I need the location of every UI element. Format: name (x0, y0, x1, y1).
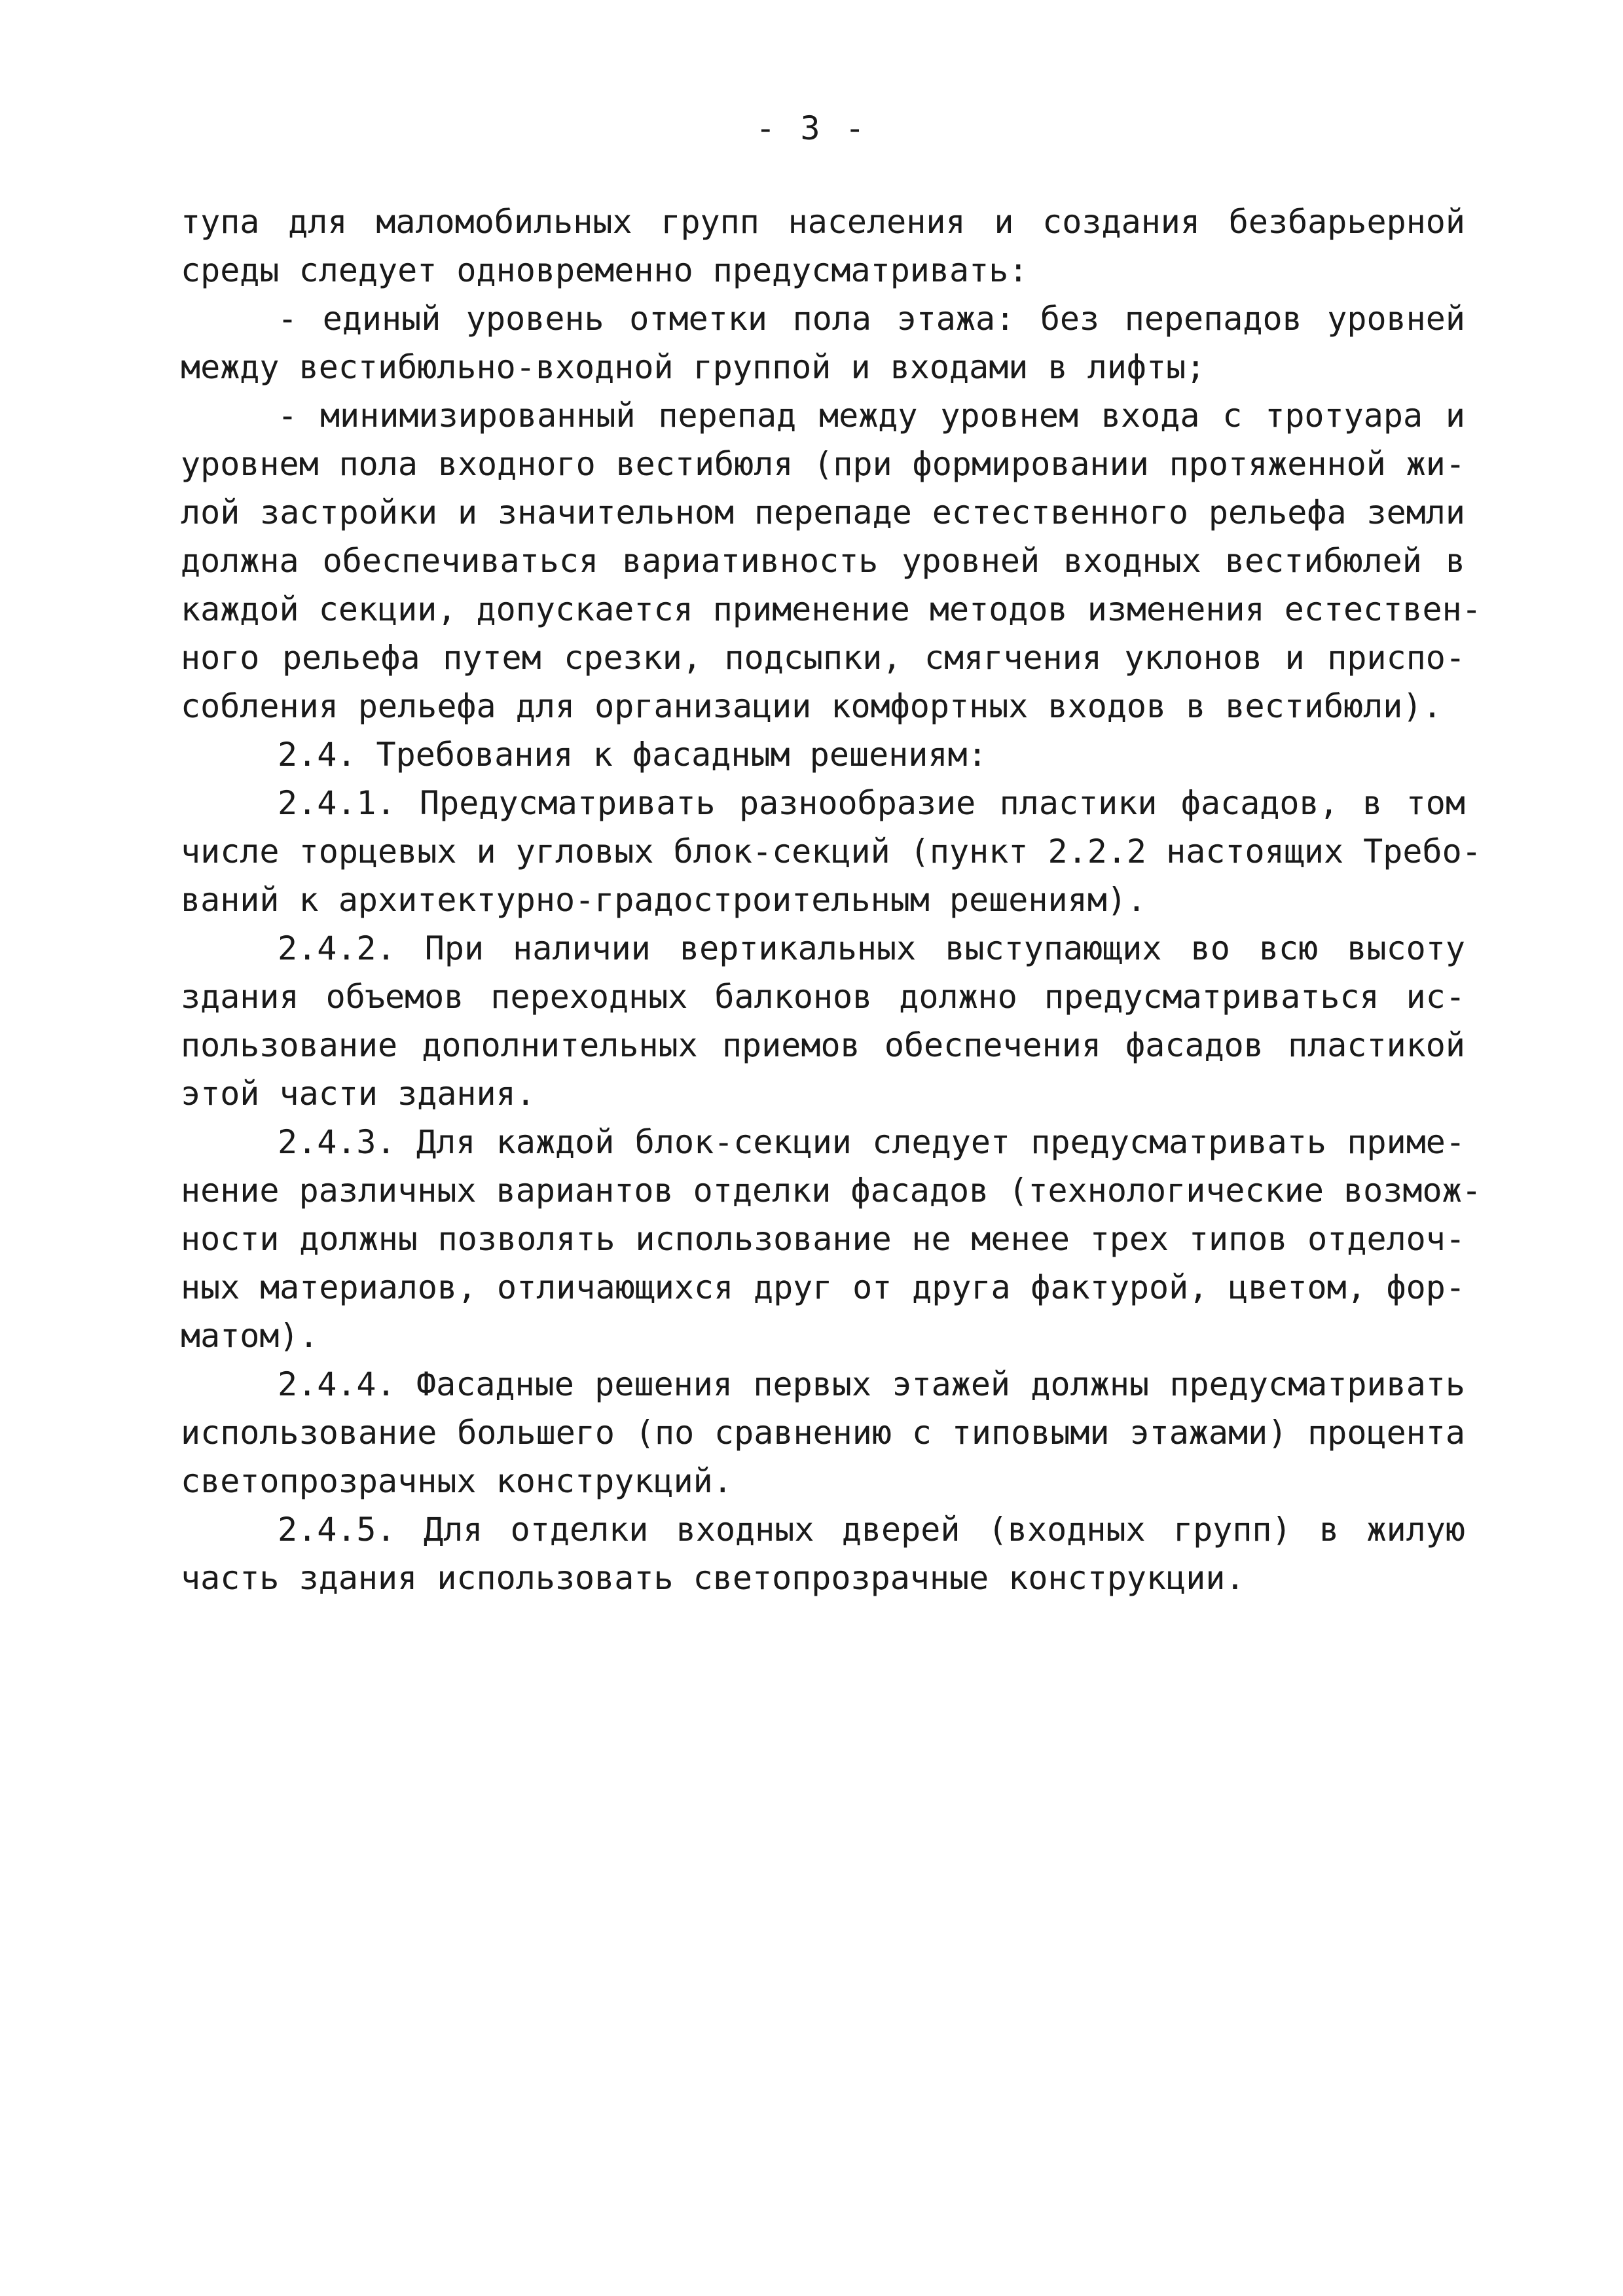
page-number: - 3 - (756, 109, 867, 147)
body-text (181, 198, 1482, 1602)
text-line: каждой секции, допускается применение методов изменения естествен- (181, 590, 1482, 628)
text-line: должна обеспечиваться вариативность уровней входных вестибюлей в (181, 542, 1465, 580)
text-line: 2.4.3. Для каждой блок-секции следует предусматривать приме- (278, 1123, 1465, 1161)
text-line: ваний к архитектурно-градостроительным решениям). (181, 881, 1147, 919)
text-line: здания объемов переходных балконов должно предусматриваться ис- (181, 978, 1465, 1016)
text-line: среды следует одновременно предусматривать: (181, 251, 1029, 289)
text-line: собления рельефа для организации комфортных входов в вестибюли). (181, 687, 1442, 725)
text-line: светопрозрачных конструкций. (181, 1462, 733, 1500)
text-line: 2.4.1. Предусматривать разнообразие пластики фасадов, в том (278, 784, 1465, 822)
text-line: пользование дополнительных приемов обеспечения фасадов пластикой (181, 1026, 1465, 1064)
text-line: ного рельефа путем срезки, подсыпки, смягчения уклонов и приспо- (181, 639, 1465, 677)
text-line: 2.4.4. Фасадные решения первых этажей должны предусматривать (278, 1365, 1465, 1403)
text-line: использование большего (по сравнению с типовыми этажами) процента (181, 1414, 1465, 1452)
text-line: - единый уровень отметки пола этажа: без перепадов уровней (278, 300, 1465, 338)
text-line: часть здания использовать светопрозрачные конструкции. (181, 1559, 1245, 1597)
text-line: этой части здания. (181, 1075, 536, 1113)
text-line: тупа для маломобильных групп населения и создания безбарьерной (181, 203, 1465, 241)
text-line: между вестибюльно-входной группой и входами в лифты; (181, 348, 1206, 386)
text-line: 2.4.2. При наличии вертикальных выступающих во всю высоту (278, 929, 1465, 967)
text-line: матом). (181, 1317, 319, 1355)
text-line: - минимизированный перепад между уровнем входа с тротуара и (278, 397, 1465, 435)
text-line: 2.4.5. Для отделки входных дверей (входных групп) в жилую (278, 1511, 1465, 1549)
text-line: нение различных вариантов отделки фасадов (технологические возмож- (181, 1172, 1482, 1210)
text-line: уровнем пола входного вестибюля (при формировании протяженной жи- (181, 445, 1465, 483)
text-line: ности должны позволять использование не менее трех типов отделоч- (181, 1220, 1465, 1258)
text-line: лой застройки и значительном перепаде естественного рельефа земли (181, 493, 1465, 531)
text-line: числе торцевых и угловых блок-секций (пункт 2.2.2 настоящих Требо- (181, 833, 1482, 870)
text-line: ных материалов, отличающихся друг от друга фактурой, цветом, фор- (181, 1268, 1465, 1306)
text-line: 2.4. Требования к фасадным решениям: (278, 736, 987, 774)
